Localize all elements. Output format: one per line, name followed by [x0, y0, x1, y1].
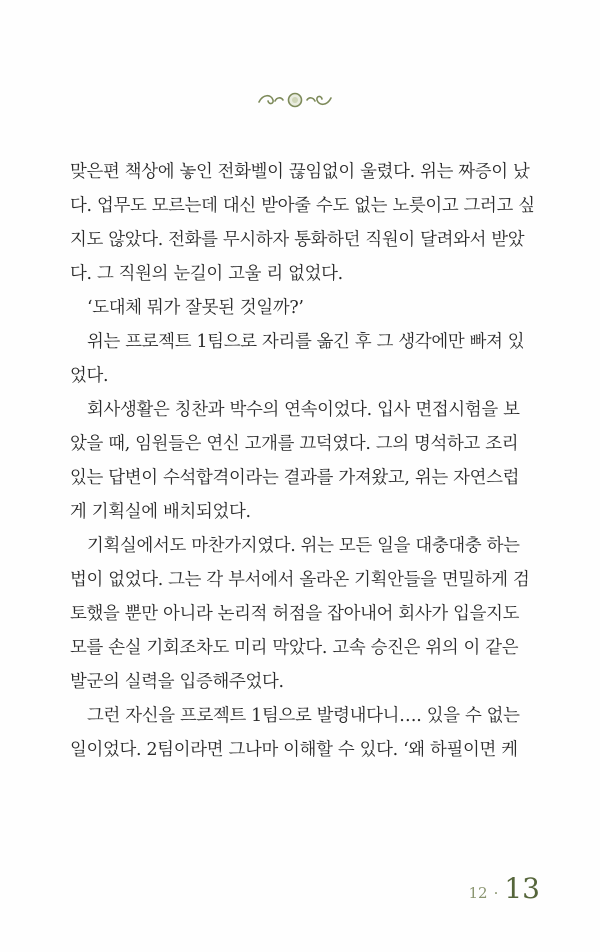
text-line: ‘도대체 뭐가 잘못된 것일까?’ — [87, 298, 304, 318]
vine-scroll-ornament-icon — [255, 88, 335, 112]
text-line: 그런 자신을 프로젝트 1팀으로 발령내다니…. 있을 수 없는 — [87, 706, 520, 726]
text-line: 모를 손실 기회조차도 미리 막았다. 고속 승진은 위의 이 같은 — [70, 638, 519, 658]
text-line: 게 기획실에 배치되었다. — [70, 502, 251, 522]
text-line: 일이었다. 2팀이라면 그나마 이해할 수 있다. ‘왜 하필이면 케 — [70, 740, 518, 760]
text-line: 었다. — [70, 366, 109, 386]
right-page-number: 13 — [504, 872, 540, 905]
page-number — [468, 872, 540, 905]
text-line: 회사생활은 칭찬과 박수의 연속이었다. 입사 면접시험을 보 — [87, 400, 520, 420]
text-line: 토했을 뿐만 아니라 논리적 허점을 잡아내어 회사가 입을지도 — [70, 604, 520, 624]
body-text — [70, 155, 535, 767]
text-line: 다. 그 직원의 눈길이 고울 리 없었다. — [70, 264, 343, 284]
text-line: 다. 업무도 모르는데 대신 받아줄 수도 없는 노릇이고 그러고 싶 — [70, 196, 535, 216]
text-line: 발군의 실력을 입증해주었다. — [70, 672, 284, 692]
text-line: 았을 때, 임원들은 연신 고개를 끄덕였다. 그의 명석하고 조리 — [70, 434, 519, 454]
text-line: 맞은편 책상에 놓인 전화벨이 끊임없이 울렸다. 위는 짜증이 났 — [70, 162, 530, 182]
text-line: 기획실에서도 마찬가지였다. 위는 모든 일을 대충대충 하는 — [87, 536, 520, 556]
text-line: 법이 없었다. 그는 각 부서에서 올라온 기획안들을 면밀하게 검 — [70, 570, 530, 590]
text-line: 위는 프로젝트 1팀으로 자리를 옮긴 후 그 생각에만 빠져 있 — [87, 332, 525, 352]
text-line: 있는 답변이 수석합격이라는 결과를 가져왔고, 위는 자연스럽 — [70, 468, 520, 488]
left-page-number: 12 — [468, 884, 488, 902]
page-number-separator: · — [493, 884, 499, 902]
text-line: 지도 않았다. 전화를 무시하자 통화하던 직원이 달려와서 받았 — [70, 230, 525, 250]
